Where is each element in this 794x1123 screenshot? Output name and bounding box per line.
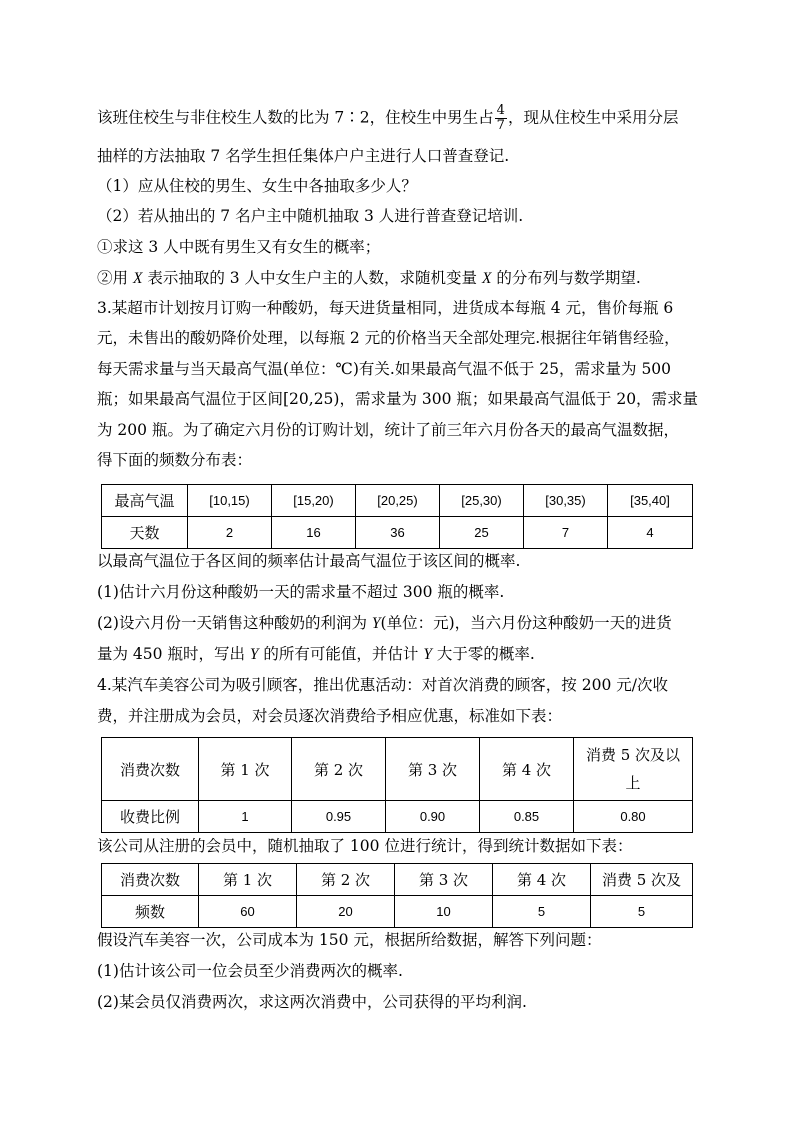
table-cell: 第 3 次 — [386, 738, 480, 801]
variable: X — [481, 270, 492, 287]
table-cell: 频数 — [102, 896, 199, 928]
table-cell: 第 1 次 — [199, 738, 292, 801]
table-cell: 0.85 — [480, 801, 574, 833]
problem-3-question-2-cont — [97, 644, 535, 665]
table-header-row — [102, 738, 693, 801]
table-cell: 第 2 次 — [297, 864, 395, 896]
table-cell: 第 1 次 — [199, 864, 297, 896]
table-cell: 60 — [199, 896, 297, 928]
temperature-frequency-table — [101, 484, 693, 549]
table-cell: 0.90 — [386, 801, 480, 833]
paragraph-line: 抽样的方法抽取 7 名学生担任集体户户主进行人口普查登记. — [97, 147, 510, 165]
question-2b — [97, 268, 641, 289]
problem-4-line: 4.某汽车美容公司为吸引顾客，推出优惠活动：对首次消费的顾客，按 200 元/次收 — [97, 676, 668, 694]
table-cell: 消费次数 — [102, 738, 199, 801]
question-1: （1）应从住校的男生、女生中各抽取多少人？ — [97, 177, 417, 195]
text: 上 — [625, 774, 641, 792]
paragraph-line: 假设汽车美容一次，公司成本为 150 元，根据所给数据，解答下列问题： — [97, 931, 602, 949]
variable: X — [132, 270, 143, 287]
table-cell: [10,15) — [188, 485, 272, 517]
text: 消费 5 次及以 — [585, 746, 681, 764]
problem-3-line: 每天需求量与当天最高气温(单位：℃)有关.如果最高气温不低于 25，需求量为 500 — [97, 360, 672, 378]
table-cell: 20 — [297, 896, 395, 928]
text: 的分布列与数学期望. — [491, 269, 641, 287]
table-cell: 第 4 次 — [493, 864, 591, 896]
problem-3-question-1: (1)估计六月份这种酸奶一天的需求量不超过 300 瓶的概率. — [97, 583, 505, 601]
table-cell: 7 — [524, 517, 608, 549]
table-cell: 消费次数 — [102, 864, 199, 896]
question-2a: ①求这 3 人中既有男生又有女生的概率； — [97, 238, 381, 256]
table-cell: [15,20) — [272, 485, 356, 517]
frequency-table — [101, 863, 693, 928]
table-cell: 第 4 次 — [480, 738, 574, 801]
table-cell: 第 3 次 — [395, 864, 493, 896]
table-cell: 2 — [188, 517, 272, 549]
table-cell: [30,35) — [524, 485, 608, 517]
paragraph-line: 以最高气温位于各区间的频率估计最高气温位于该区间的概率. — [97, 552, 521, 570]
text: ②用 — [97, 269, 133, 287]
table-cell: 收费比例 — [102, 801, 199, 833]
table-cell: 第 2 次 — [292, 738, 386, 801]
table-row — [102, 896, 693, 928]
problem-4-question-1: (1)估计该公司一位会员至少消费两次的概率. — [97, 962, 403, 980]
question-2: （2）若从抽出的 7 名户主中随机抽取 3 人进行普查登记培训. — [97, 207, 524, 225]
table-cell: 16 — [272, 517, 356, 549]
table-cell: 1 — [199, 801, 292, 833]
table-cell: 4 — [608, 517, 693, 549]
text: 大于零的概率. — [431, 645, 535, 663]
variable: Y — [249, 646, 259, 663]
fraction — [495, 104, 507, 133]
text: 该班住校生与非住校生人数的比为 7∶2，住校生中男生占 — [97, 108, 494, 127]
table-header-row — [102, 864, 693, 896]
problem-3-line: 3.某超市计划按月订购一种酸奶，每天进货量相同，进货成本每瓶 4 元，售价每瓶 6 — [97, 299, 674, 317]
problem-4-line: 费，并注册成为会员，对会员逐次消费给予相应优惠，标准如下表： — [97, 707, 563, 725]
variable: Y — [423, 646, 432, 663]
table-cell: 0.95 — [292, 801, 386, 833]
text: ，现从住校生中采用分层 — [507, 108, 679, 127]
variable: Y — [371, 615, 381, 632]
paragraph-line — [97, 104, 678, 133]
problem-3-line: 得下面的频数分布表： — [97, 451, 253, 469]
text: (2)设六月份一天销售这种酸奶的利润为 — [97, 614, 372, 632]
text: (单位：元)，当六月份这种酸奶一天的进货 — [380, 614, 672, 632]
table-row — [102, 801, 693, 833]
table-cell: 天数 — [102, 517, 188, 549]
table-cell — [574, 738, 693, 801]
table-cell: 最高气温 — [102, 485, 188, 517]
problem-3-line: 为 200 瓶。为了确定六月份的订购计划，统计了前三年六月份各天的最高气温数据， — [97, 421, 679, 439]
table-cell: 36 — [356, 517, 440, 549]
table-cell: 5 — [493, 896, 591, 928]
table-cell: [35,40] — [608, 485, 693, 517]
problem-3-question-2 — [97, 613, 672, 634]
table-cell: [20,25) — [356, 485, 440, 517]
table-cell: 25 — [440, 517, 524, 549]
table-cell: 10 — [395, 896, 493, 928]
table-cell: 0.80 — [574, 801, 693, 833]
text: 量为 450 瓶时，写出 — [97, 645, 250, 663]
paragraph-line: 该公司从注册的会员中，随机抽取了 100 位进行统计，得到统计数据如下表： — [97, 837, 633, 855]
table-cell: [25,30) — [440, 485, 524, 517]
table-row — [102, 517, 693, 549]
fraction-numerator: 4 — [496, 103, 505, 118]
table-header-row — [102, 485, 693, 517]
problem-4-question-2: (2)某会员仅消费两次，求这两次消费中，公司获得的平均利润. — [97, 993, 527, 1011]
table-cell: 5 — [591, 896, 693, 928]
table-cell: 消费 5 次及 — [591, 864, 693, 896]
fraction-denominator: 7 — [496, 118, 505, 133]
problem-3-line: 瓶；如果最高气温位于区间[20,25)，需求量为 300 瓶；如果最高气温低于 20，需求量 — [97, 390, 699, 408]
text: 的所有可能值，并估计 — [258, 645, 424, 663]
discount-table — [101, 737, 693, 833]
text: 表示抽取的 3 人中女生户主的人数，求随机变量 — [142, 269, 482, 287]
problem-3-line: 元，未售出的酸奶降价处理，以每瓶 2 元的价格当天全部处理完.根据往年销售经验， — [97, 329, 680, 347]
